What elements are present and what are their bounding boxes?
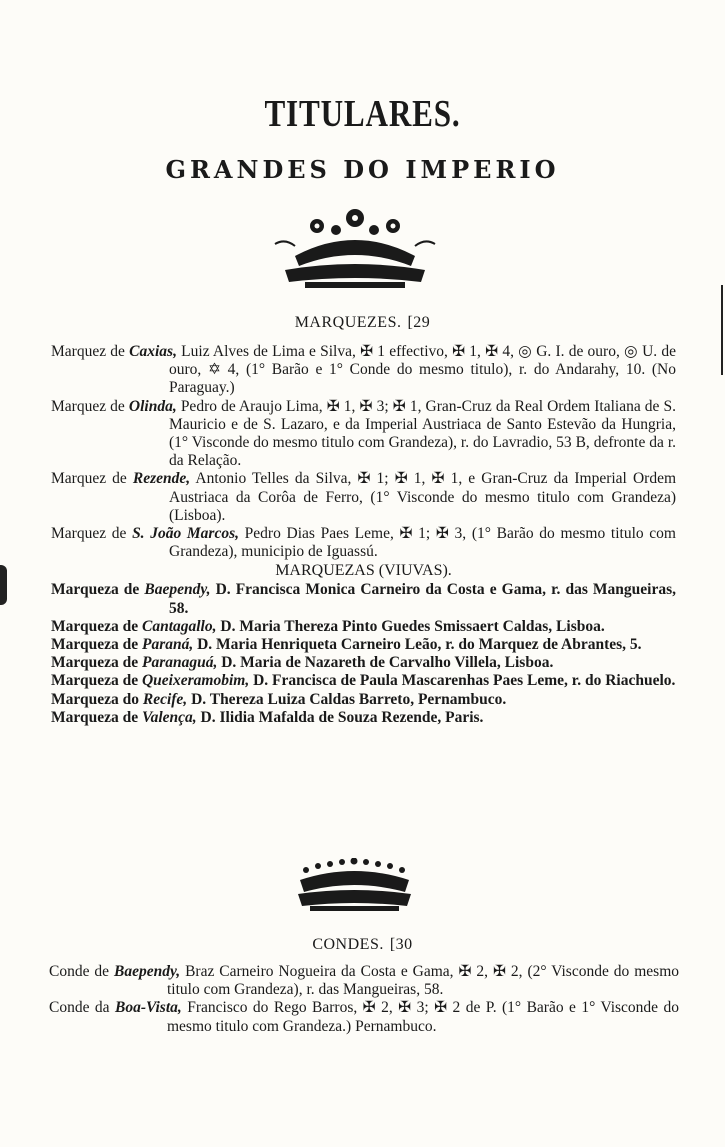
entry-text: D. Ilidia Mafalda de Souza Rezende, Paris. [200, 708, 484, 726]
list-item [49, 999, 679, 1035]
list-item [51, 525, 676, 561]
marquezes-count: [29 [407, 314, 431, 331]
entry-title: Baependy, [113, 963, 181, 980]
condes-list [49, 963, 679, 1036]
entry-text: Francisco do Rego Barros, ✠ 2, ✠ 3; ✠ 2 de P. (1° Barão e 1° Visconde do mesmo titulo com Grandeza.) Pernambuco. [167, 999, 680, 1035]
entry-text: Antonio Telles da Silva, ✠ 1; ✠ 1, ✠ 1, e Gran-Cruz da Imperial Ordem Austriaca da Corôa de Ferro, (1° Visconde do mesmo titulo com Grandeza) (Lisboa). [169, 470, 677, 524]
entry-label: Marqueza de [51, 617, 139, 635]
entry-title: Boa-Vista, [115, 999, 182, 1017]
list-item [51, 636, 676, 654]
list-item [51, 581, 676, 617]
list-item [51, 654, 676, 672]
list-item [51, 470, 676, 525]
entry-text: D. Francisca de Paula Mascarenhas Paes Leme, r. do Riachuelo. [253, 672, 676, 690]
entry-text: D. Thereza Luiza Caldas Barreto, Pernambuco. [191, 690, 507, 708]
entry-title: Olinda, [128, 397, 177, 415]
entry-label: Marquez de [51, 343, 125, 360]
entry-text: D. Francisca Monica Carneiro da Costa e Gama, r. das Mangueiras, 58. [169, 581, 677, 617]
list-item [51, 709, 676, 727]
marquezes-heading: MARQUEZES. [294, 314, 402, 331]
list-item [51, 343, 676, 398]
entry-label: Marqueza de [51, 708, 139, 726]
entry-label: Marquez de [51, 470, 127, 488]
list-item [49, 963, 679, 999]
list-item [51, 398, 676, 471]
entry-text: D. Maria Henriqueta Carneiro Leão, r. do Marquez de Abrantes, 5. [197, 636, 642, 654]
section-heading-marquezes [0, 314, 725, 332]
list-item [51, 618, 676, 636]
binding-shadow [0, 565, 7, 605]
entry-text: Pedro de Araujo Lima, ✠ 1, ✠ 3; ✠ 1, Gran-Cruz da Real Ordem Italiana de S. Mauricio e de S. Lazaro, e da Imperial Austriaca de Santo Estevão da Hungria, (1° Visconde do mesmo titulo com Grandeza), r. do Lavradio, 53 B, defronte da r. da Relação. [169, 397, 677, 470]
count-crown-icon [292, 858, 417, 920]
entry-title: Valença, [141, 708, 197, 726]
marquezes-list [51, 343, 676, 727]
page-title: TITULARES. [264, 93, 461, 135]
entry-text: D. Maria de Nazareth de Carvalho Villela, Lisboa. [221, 654, 554, 672]
entry-label: Marqueza de [51, 654, 139, 672]
entry-title: Recife, [142, 690, 188, 708]
entry-label: Conde de [49, 963, 110, 980]
entry-text: D. Maria Thereza Pinto Guedes Smissaert Caldas, Lisboa. [220, 617, 605, 635]
entry-title: Baependy, [144, 581, 211, 599]
entry-title: Paraná, [141, 636, 194, 654]
entry-label: Conde da [49, 999, 110, 1017]
entry-label: Marquez de [51, 397, 125, 415]
entry-label: Marqueza de [51, 581, 140, 599]
marquis-crown-icon [265, 204, 445, 296]
entry-title: Caxias, [129, 343, 177, 360]
entry-label: Marquez de [51, 525, 127, 543]
page-subtitle: GRANDES DO IMPERIO [165, 155, 560, 184]
entry-label: Marqueza do [51, 690, 139, 708]
marquezas-heading: MARQUEZAS (VIUVAS). [275, 562, 452, 580]
entry-label: Marqueza de [51, 636, 139, 654]
margin-rule [721, 285, 723, 375]
entry-title: S. João Marcos, [132, 525, 239, 543]
entry-text: Braz Carneiro Nogueira da Costa e Gama, ✠ 2, ✠ 2, (2° Visconde do mesmo titulo com Grandeza), r. das Mangueiras, 58. [167, 963, 679, 999]
condes-count: [30 [389, 936, 413, 953]
entry-title: Paranaguá, [141, 654, 218, 672]
entry-text: Luiz Alves de Lima e Silva, ✠ 1 effectivo, ✠ 1, ✠ 4, ◎ G. I. de ouro, ◎ U. de ouro, ✡ 4, (1° Barão e 1° Conde do mesmo titulo), r. do Andarahy, 10. (No Paraguay.) [169, 343, 677, 397]
entry-label: Marqueza de [51, 672, 139, 690]
entry-title: Cantagallo, [141, 617, 217, 635]
section-heading-condes [0, 936, 725, 954]
entry-text: Pedro Dias Paes Leme, ✠ 1; ✠ 3, (1° Barão do mesmo titulo com Grandeza), municipio de Iguassú. [169, 525, 676, 561]
entry-title: Rezende, [132, 470, 191, 488]
list-item [51, 672, 676, 690]
condes-heading: CONDES. [312, 936, 384, 953]
list-item [51, 691, 676, 709]
entry-title: Queixeramobim, [141, 672, 250, 690]
